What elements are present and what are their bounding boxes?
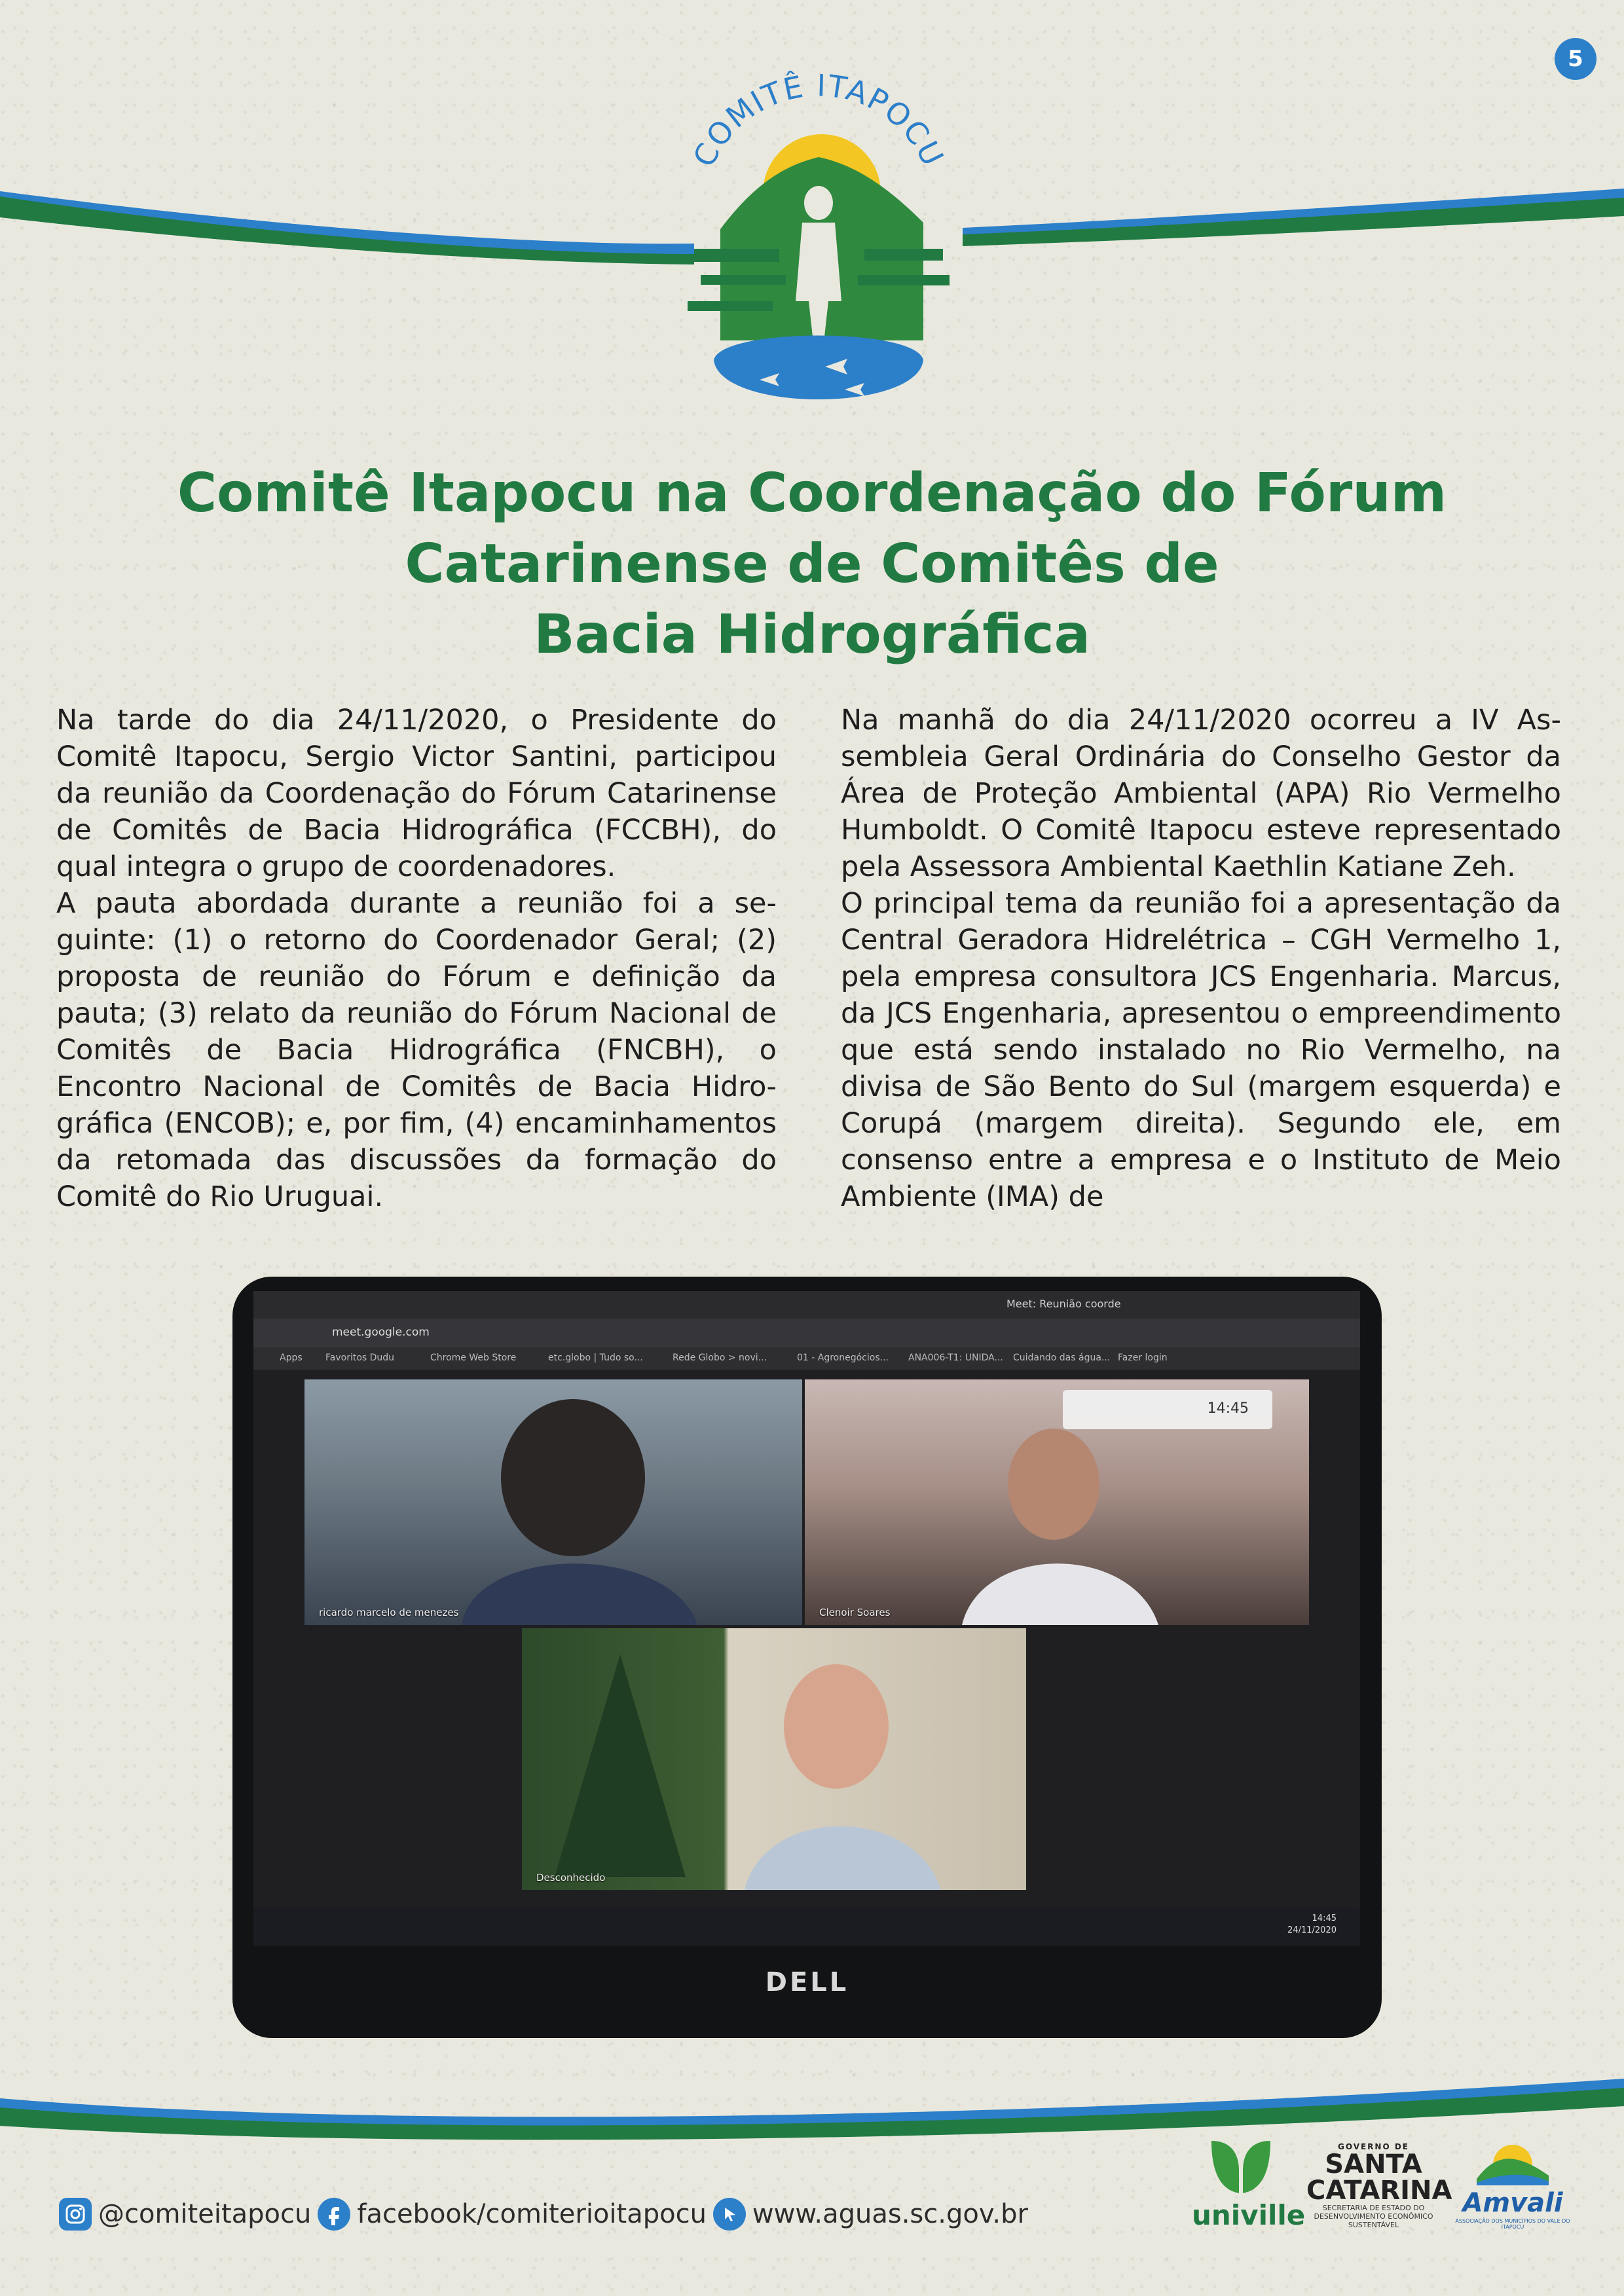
windows-taskbar <box>253 1908 1360 1946</box>
bookmark: Rede Globo > novi... <box>673 1353 767 1363</box>
taskbar-time: 14:45 <box>1312 1914 1337 1923</box>
participant-silhouette <box>304 1379 802 1625</box>
cursor-icon <box>713 2198 746 2231</box>
sc-government-label: GOVERNO DE <box>1337 2142 1410 2151</box>
amvali-emblem <box>1470 2140 1555 2185</box>
laptop-screen <box>253 1291 1360 1946</box>
paragraph: Na manhã do dia 24/11/2020 ocorreu a IV Assembleia Geral Ordinária do Conselho Gestor da Área de Proteção Ambiental (APA) Rio Vermelho Humboldt. O Comitê Itapocu esteve representado pela Assessora Ambiental Kaethlin Katiane Zeh. <box>841 704 1561 883</box>
facebook-handle: facebook/comiterioitapocu <box>357 2199 707 2229</box>
title-line: Comitê Itapocu na Coordenação do Fórum <box>177 462 1447 524</box>
participant-name: Clenoir Soares <box>819 1607 891 1618</box>
taskbar-clock <box>1287 1913 1337 1937</box>
meet-controls-pill <box>1063 1390 1272 1429</box>
address-text: meet.google.com <box>332 1326 430 1339</box>
sc-name-line: CATARINA <box>1306 2176 1452 2206</box>
bookmark: Cuidando das água... <box>1013 1353 1111 1363</box>
social-links <box>59 2195 1028 2234</box>
participant-name: Desconhecido <box>536 1872 606 1884</box>
bookmark: etc.globo | Tudo so... <box>548 1353 643 1363</box>
bookmark: ANA006-T1: UNIDA... <box>908 1353 1003 1363</box>
article-left-column <box>56 702 777 1215</box>
amvali-wordmark: Amvali <box>1462 2188 1563 2218</box>
article-title <box>65 458 1559 670</box>
facebook-icon <box>318 2198 350 2231</box>
bookmark: Chrome Web Store <box>430 1353 517 1363</box>
meet-time: 14:45 <box>1207 1400 1249 1417</box>
amvali-subtitle: ASSOCIAÇÃO DOS MUNICÍPIOS DO VALE DO ITAPOCU <box>1455 2218 1570 2230</box>
instagram-handle: @comiteitapocu <box>98 2199 312 2229</box>
paragraph: A pauta abordada durante a reunião foi a seguinte: (1) o retorno do Coordenador Geral; (2) proposta de reunião do Fórum e definição da pauta; (3) relato da reunião do Fórum Nacional de Comitês de Bacia Hidrográfica (FNCBH), o Encontro Nacional de Comitês de Bacia Hidrográfica (ENCOB); e, por fim, (4) encaminhamentos da retomada das discussões da formação do Comitê do Rio Uruguai. <box>56 887 777 1213</box>
facebook-link[interactable] <box>318 2198 707 2231</box>
browser-address-bar <box>253 1319 1360 1347</box>
bookmark: 01 - Agronegócios... <box>797 1353 889 1363</box>
logo-arc-text: COMITÊ ITAPOCU <box>686 67 951 173</box>
browser-tab: Meet: Reunião coorde <box>1006 1298 1121 1310</box>
taskbar-date: 24/11/2020 <box>1287 1925 1337 1935</box>
instagram-icon <box>59 2198 92 2231</box>
bookmark: Apps <box>280 1353 303 1363</box>
bottom-wave-decoration <box>0 2072 1624 2144</box>
website-url: www.aguas.sc.gov.br <box>752 2199 1028 2229</box>
video-tile <box>304 1379 802 1625</box>
sc-secretariat: SECRETARIA DE ESTADO DO DESENVOLVIMENTO ECONÔMICO SUSTENTÁVEL <box>1314 2204 1433 2229</box>
sc-name-line: SANTA <box>1325 2149 1422 2179</box>
bookmark: Favoritos Dudu <box>325 1353 395 1363</box>
video-tile <box>805 1379 1309 1625</box>
paragraph: O principal tema da reunião foi a apresentação da Central Geradora Hidrelétrica – CGH Vermelho 1, pela empresa consultora JCS Engenharia. Marcus, da JCS Engenharia, apresentou o empreendimento que está sendo instalado no Rio Vermelho, na divisa de São Bento do Sul (margem esquerda) e Corupá (margem direita). Segundo ele, em consenso entre a empresa e o Instituto de Meio Ambiente (IMA) de <box>841 887 1561 1213</box>
univille-logo <box>1192 2134 1306 2231</box>
univille-wordmark: univille <box>1192 2199 1306 2231</box>
participant-name: ricardo marcelo de menezes <box>319 1607 459 1618</box>
bookmarks-bar <box>253 1347 1360 1370</box>
title-line: Bacia Hidrográfica <box>534 604 1090 666</box>
page-number-badge: 5 <box>1555 38 1596 80</box>
laptop-brand-logo: DELL <box>765 1967 849 1997</box>
video-tile <box>522 1628 1026 1890</box>
comite-itapocu-logo <box>681 52 956 419</box>
website-link[interactable] <box>713 2198 1028 2231</box>
instagram-link[interactable] <box>59 2198 311 2231</box>
title-line: Catarinense de Comitês de <box>405 533 1219 595</box>
amvali-logo <box>1454 2140 1572 2230</box>
browser-tab-bar <box>253 1291 1360 1319</box>
univille-emblem <box>1205 2134 1277 2196</box>
meeting-photo <box>232 1277 1382 2038</box>
paragraph: Na tarde do dia 24/11/2020, o Presidente do Comitê Itapocu, Sergio Victor Santini, participou da reunião da Coordenação do Fórum Catarinense de Comitês de Bacia Hidrográfica (FCCBH), do qual integra o grupo de coordenadores. <box>56 704 777 883</box>
santa-catarina-logo <box>1306 2142 1452 2229</box>
article-right-column <box>841 702 1561 1215</box>
bookmark: Fazer login <box>1118 1353 1168 1363</box>
participant-silhouette <box>522 1628 1026 1890</box>
